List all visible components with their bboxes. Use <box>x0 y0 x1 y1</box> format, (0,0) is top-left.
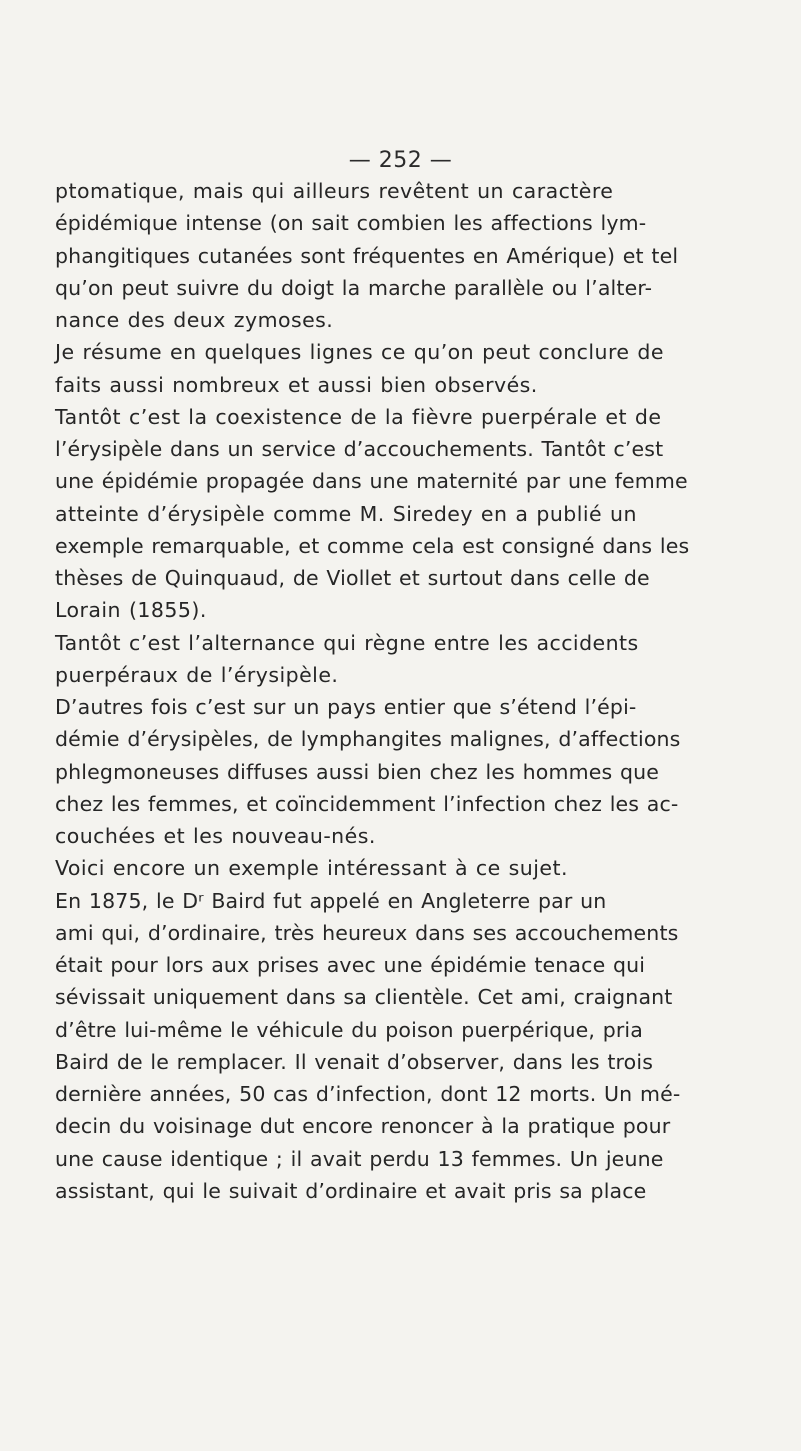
text-line: faits aussi nombreux et aussi bien observés. <box>55 372 538 397</box>
text-line: démie d’érysipèles, de lymphangites malignes, d’affections <box>55 727 681 752</box>
text-line: decin du voisinage dut encore renoncer à la pratique pour <box>55 1114 671 1139</box>
text-line: Baird de le remplacer. Il venait d’observer, dans les trois <box>55 1049 654 1074</box>
text-line: Lorain (1855). <box>55 598 207 623</box>
text-line: ami qui, d’ordinaire, très heureux dans ses accouchements <box>55 920 679 945</box>
text-line: En 1875, le Dʳ Baird fut appelé en Angleterre par un <box>55 888 607 913</box>
text-line: d’être lui-même le véhicule du poison puerpérique, pria <box>55 1017 643 1042</box>
text-line: dernière années, 50 cas d’infection, dont 12 morts. Un mé- <box>55 1082 681 1106</box>
text-line: ptomatique, mais qui ailleurs revêtent un caractère <box>55 179 614 203</box>
body-text <box>55 175 790 1207</box>
text-line: puerpéraux de l’érysipèle. <box>55 662 339 687</box>
text-line: sévissait uniquement dans sa clientèle. Cet ami, craignant <box>55 985 673 1010</box>
text-line: une cause identique ; il avait perdu 13 femmes. Un jeune <box>55 1146 664 1171</box>
text-line: phangitiques cutanées sont fréquentes en Amérique) et tel <box>55 243 679 268</box>
text-line: thèses de Quinquaud, de Viollet et surtout dans celle de <box>55 566 650 590</box>
text-line: D’autres fois c’est sur un pays entier que s’étend l’épi- <box>55 695 637 719</box>
text-line: qu’on peut suivre du doigt la marche parallèle ou l’alter- <box>55 275 653 300</box>
text-line: l’érysipèle dans un service d’accouchements. Tantôt c’est <box>55 437 664 461</box>
text-line: une épidémie propagée dans une maternité par une femme <box>55 469 688 494</box>
text-line: Je résume en quelques lignes ce qu’on peut conclure de <box>55 340 664 365</box>
text-line: épidémique intense (on sait combien les affections lym- <box>55 211 647 236</box>
text-line: assistant, qui le suivait d’ordinaire et avait pris sa place <box>55 1178 647 1203</box>
text-line: atteinte d’érysipèle comme M. Siredey en a publié un <box>55 501 637 526</box>
text-line: exemple remarquable, et comme cela est consigné dans les <box>55 533 690 558</box>
text-line: couchées et les nouveau-nés. <box>55 824 376 848</box>
text-line: Tantôt c’est la coexistence de la fièvre puerpérale et de <box>55 404 662 429</box>
page-number: — 252 — <box>348 148 453 173</box>
text-line: était pour lors aux prises avec une épidémie tenace qui <box>55 953 646 977</box>
text-line: phlegmoneuses diffuses aussi bien chez les hommes que <box>55 759 660 784</box>
text-line: Tantôt c’est l’alternance qui règne entre les accidents <box>55 630 639 655</box>
text-line: chez les femmes, et coïncidemment l’infection chez les ac- <box>55 791 679 816</box>
text-line: nance des deux zymoses. <box>55 308 334 332</box>
text-line: Voici encore un exemple intéressant à ce sujet. <box>55 856 568 881</box>
